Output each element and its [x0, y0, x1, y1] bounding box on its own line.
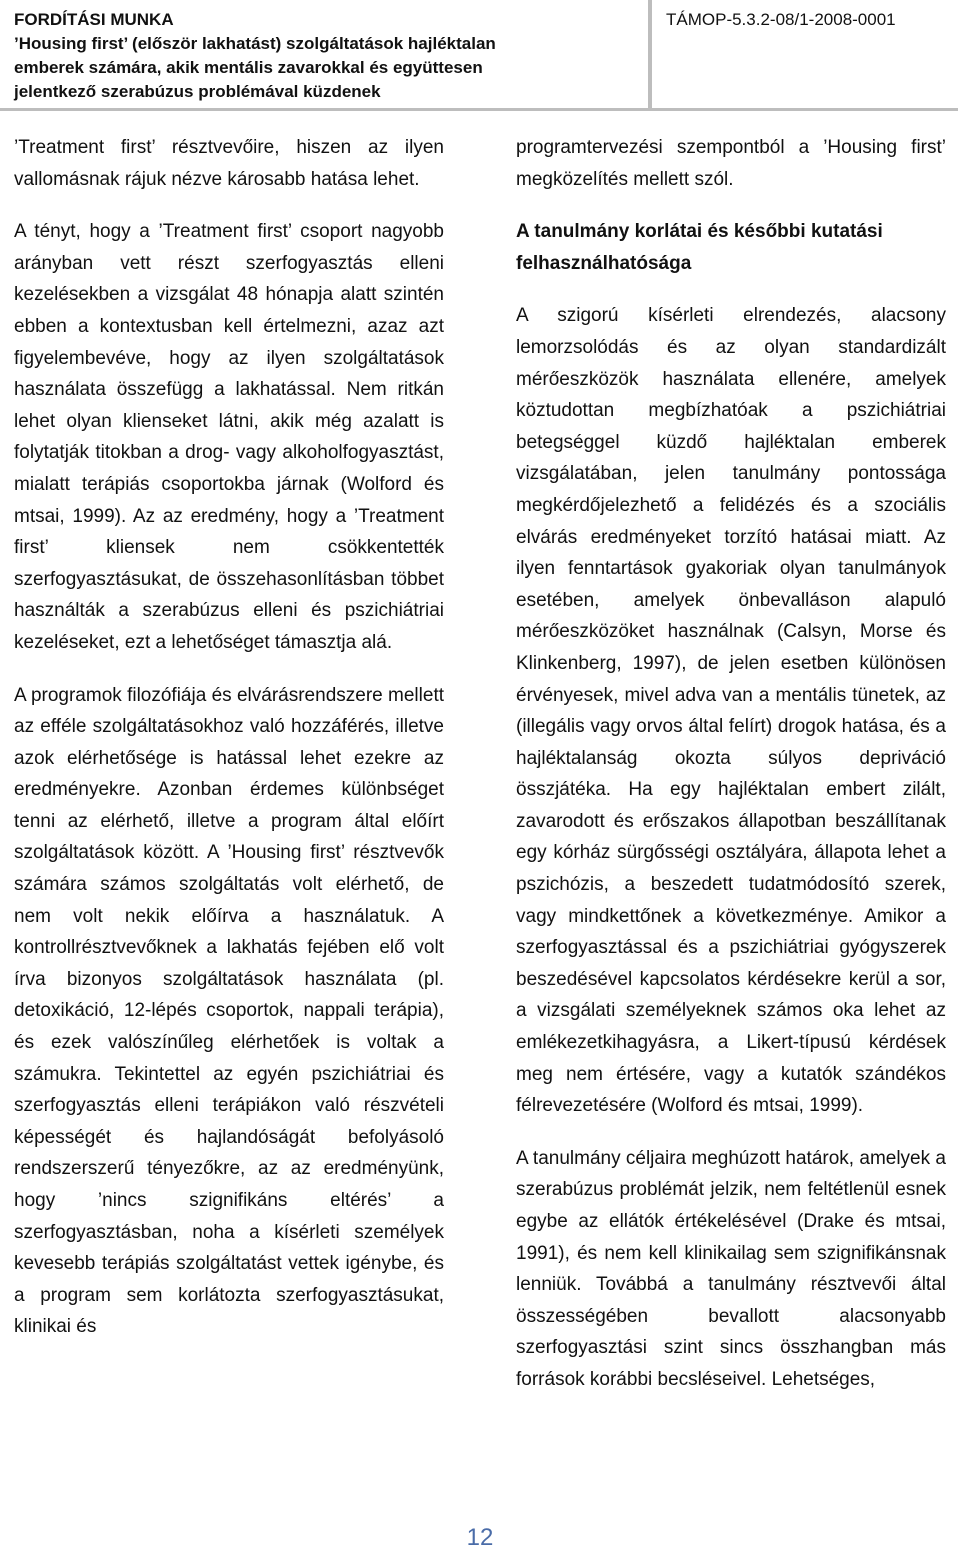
- title-line-1: FORDÍTÁSI MUNKA: [14, 10, 174, 29]
- right-paragraph-2: A szigorú kísérleti elrendezés, alacsony lemorzsolódás és az olyan standardizált mérőeszközök használata ellenére, amelyek köztudottan megbízhatóak a pszichiátriai betegséggel küzdő hajléktalan emberek vizsgálatában, jelen tanulmány pontossága megkérdőjelezhető a felidézés és a szociális elvárás eredményeket torzító hatásai miatt. Az ilyen fenntartások gyakoriak olyan tanulmányok esetében, amelyek önbevalláson alapuló mérőeszközöket használnak (Calsyn, Morse és Klinkenberg, 1997), de jelen esetben különösen érvényesek, mivel adva van a mentális tünetek, az (illegális vagy orvos által felírt) drogok hatása, és a hajléktalanság okozta súlyos depriváció összjátéka. Ha egy hajléktalan embert zilált, zavarodott és erőszakos állapotban beszállítanak egy kórház sürgősségi osztályára, állapota lehet a pszichózis, a beszedett tudatmódosító szerek, vagy mindkettőnek a következménye. Amikor a szerfogyasztással és a pszichiátriai gyógyszerek beszedésével kapcsolatos kérdésekre kerül a sor, a vizsgálati személyeknek számos oka lehet az emlékezetkihagyásra, a Likert-típusú kérdések meg nem értésére, vagy a kutatók szándékos félrevezetésére (Wolford és mtsai, 1999).: [516, 305, 946, 1117]
- left-paragraph-1: ’Treatment first’ résztvevőire, hiszen az ilyen vallomásnak rájuk nézve károsabb hatása lehet.: [14, 137, 444, 190]
- right-paragraph-1: programtervezési szempontból a ’Housing first’ megközelítés mellett szól.: [516, 137, 946, 190]
- document-title: [14, 8, 644, 104]
- title-line-4: jelentkező szerabúzus problémával küzdenek: [14, 82, 381, 101]
- section-heading: A tanulmány korlátai és későbbi kutatási felhasználhatósága: [516, 221, 883, 274]
- title-line-2: ’Housing first’ (először lakhatást) szolgáltatások hajléktalan: [14, 34, 496, 53]
- right-paragraph-3: A tanulmány céljaira meghúzott határok, amelyek a szerabúzus problémát jelzik, nem feltétlenül esnek egybe az ellátók értékelésével (Drake és mtsai, 1991), és nem kell klinikailag sem szignifikánsnak lenniük. Továbbá a tanulmány résztvevői által összességében bevallott alacsonyabb szerfogyasztási szint sincs összhangban más források korábbi becsléseivel. Lehetséges,: [516, 1147, 946, 1390]
- page-header: [0, 0, 960, 112]
- left-column: [14, 132, 444, 1364]
- header-rule: [0, 108, 958, 111]
- right-column: [516, 132, 946, 1417]
- header-divider: [648, 0, 652, 110]
- page-number: 12: [466, 1524, 494, 1551]
- project-code: TÁMOP-5.3.2-08/1-2008-0001: [666, 10, 896, 29]
- left-paragraph-3: A programok filozófiája és elvárásrendszere mellett az efféle szolgáltatásokhoz való hozzáférés, illetve azok elérhetősége is hatással lehet ezekre az eredményekre. Azonban érdemes különbséget tenni az elérhető, illetve a program által előírt szolgáltatások között. A ’Housing first’ résztvevők számára számos szolgáltatás volt elérhető, de nem volt nekik előírva a használatuk. A kontrollrésztvevőknek a lakhatás fejében elő volt írva bizonyos szolgáltatások használata (pl. detoxikáció, 12-lépés csoportok, nappali terápia), és ezek valószínűleg elérhetőek is voltak a számukra. Tekintettel az egyén pszichiátriai és szerfogyasztás elleni terápiákon való részvételi képességét és hajlandóságát befolyásoló rendszerszerű tényezőkre, az az eredményünk, hogy ’nincs szignifikáns eltérés’ a szerfogyasztásban, noha a kísérleti személyek kevesebb terápiás szolgáltatást vettek igénybe, és a program sem korlátozta szerfogyasztásukat, klinikai és: [14, 684, 444, 1338]
- title-line-3: emberek számára, akik mentális zavarokkal és együttesen: [14, 58, 483, 77]
- left-paragraph-2: A tényt, hogy a ’Treatment first’ csoport nagyobb arányban vett részt szerfogyasztás elleni kezelésekben a vizsgálat 48 hónapja alatt szintén ebben a kontextusban kell értelmezni, azaz azt figyelembevéve, hogy az ilyen szolgáltatások használata összefügg a lakhatással. Nem ritkán lehet olyan klienseket látni, akik még azalatt is folytatják titokban a drog- vagy alkoholfogyasztást, mialatt terápiás csoportokba járnak (Wolford és mtsai, 1999). Az az eredmény, hogy a ’Treatment first’ kliensek nem csökkentették szerfogyasztásukat, de összehasonlításban többet használták a szerabúzus elleni és pszichiátriai kezeléseket, ezt a lehetőséget támasztja alá.: [14, 221, 444, 653]
